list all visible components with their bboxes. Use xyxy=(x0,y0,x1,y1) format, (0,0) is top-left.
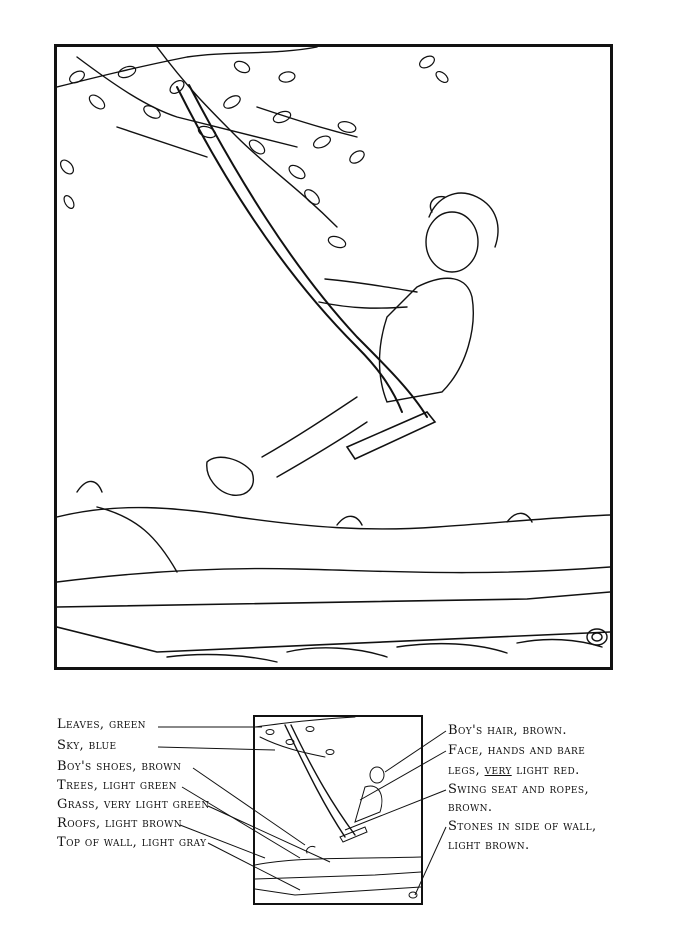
wall-top xyxy=(57,592,610,607)
swing-rope xyxy=(189,85,427,417)
legend-stones-line2: light brown. xyxy=(448,838,530,853)
boy-hair xyxy=(429,193,498,247)
legend-wall-top: Top of wall, light gray xyxy=(57,835,207,850)
boy-shoe xyxy=(207,457,254,495)
swing-rope xyxy=(177,87,402,412)
main-illustration-frame xyxy=(54,44,613,670)
legend-face-line2: legs, very light red. xyxy=(448,763,580,778)
swing-seat xyxy=(347,412,435,459)
boy-arm xyxy=(325,279,417,292)
legend-leaves: Leaves, green xyxy=(57,717,146,732)
boy-leg xyxy=(262,397,357,457)
boy-on-swing-illustration xyxy=(57,47,610,667)
grass-field xyxy=(57,567,610,582)
tree-branch xyxy=(77,57,297,147)
tree-branch xyxy=(57,47,317,87)
legend-swing-line1: Swing seat and ropes, xyxy=(448,782,589,797)
legend-face-line1: Face, hands and bare xyxy=(448,743,586,758)
thumbnail-illustration xyxy=(255,717,421,903)
legend-trees: Trees, light green xyxy=(57,778,177,793)
wall-stones xyxy=(167,629,607,662)
color-key-thumbnail xyxy=(253,715,423,905)
legend-sky: Sky, blue xyxy=(57,738,117,753)
legend-shoes: Boy's shoes, brown xyxy=(57,759,182,774)
boy-shirt xyxy=(380,278,474,402)
distant-trees xyxy=(77,481,532,525)
boy-head xyxy=(426,212,478,272)
legend-hair: Boy's hair, brown. xyxy=(448,723,567,738)
legend-grass: Grass, very light green xyxy=(57,797,210,812)
legend-swing-line2: brown. xyxy=(448,800,493,815)
legend-roofs: Roofs, light brown xyxy=(57,816,183,831)
legend-stones-line1: Stones in side of wall, xyxy=(448,819,597,834)
